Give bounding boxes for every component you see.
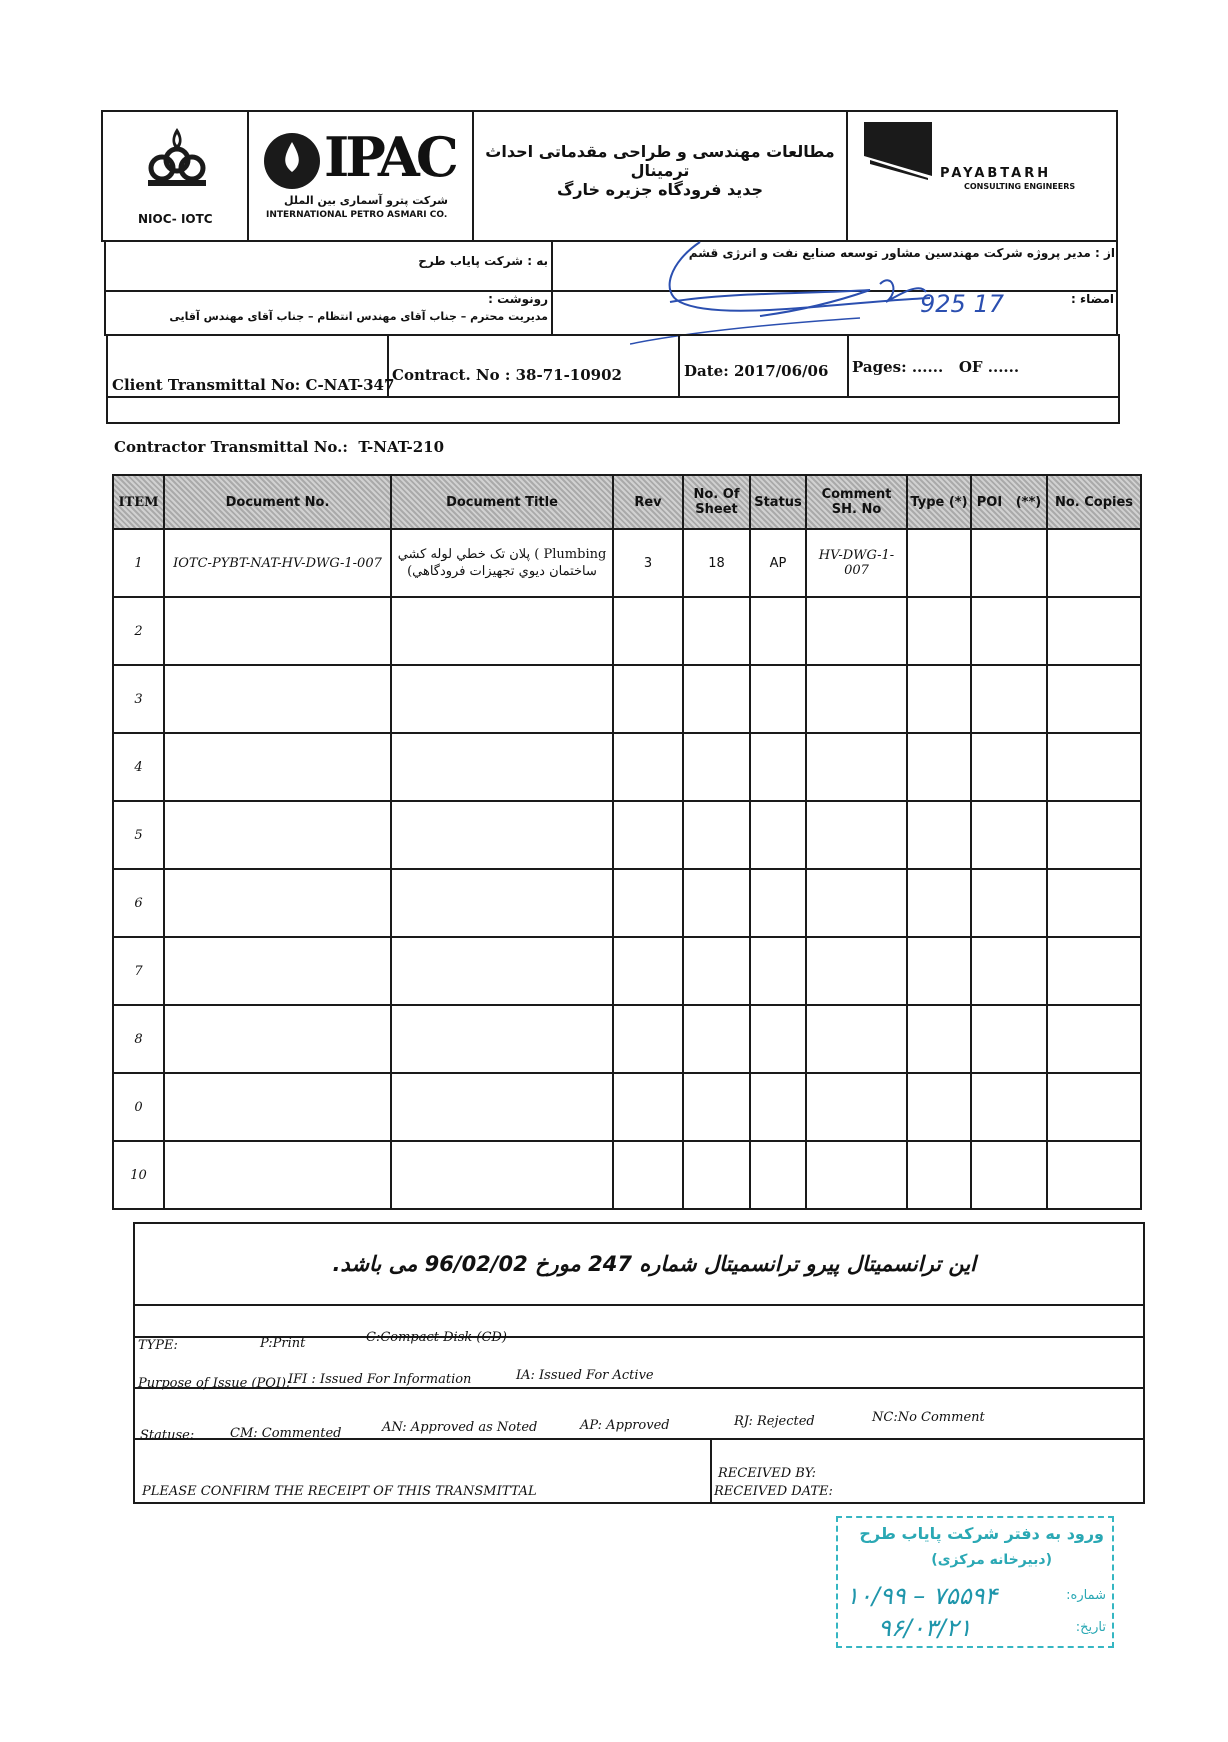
header-rev: Rev [613,475,683,529]
row-document-no-cell [164,869,391,937]
row-type-cell [907,1141,971,1209]
received-date: RECEIVED DATE: [714,1484,833,1499]
row-copies-cell [1047,665,1141,733]
contractor-transmittal: Contractor Transmittal No.: T-NAT-210 [114,438,445,456]
row-sheets-cell: 18 [683,529,750,597]
row-comment-cell: HV-DWG-1-007 [806,529,907,597]
row-item-cell: 7 [113,937,164,1005]
row-document-no-cell [164,801,391,869]
row-item-cell: 3 [113,665,164,733]
row-poi-cell [971,869,1047,937]
row-poi-cell [971,597,1047,665]
table-row [113,1073,1141,1141]
status-nc: NC:No Comment [872,1410,985,1425]
row-copies-cell [1047,869,1141,937]
row-poi-cell [971,665,1047,733]
row-poi-cell [971,801,1047,869]
row-comment-cell [806,869,907,937]
meta-col-2 [678,334,680,396]
table-row [113,597,1141,665]
ipac-wordmark: IPAC [324,125,455,189]
row-sheets-cell [683,1141,750,1209]
stamp-line-2: (دبیرخانه مرکزی) [931,1552,1052,1568]
row-status-cell [750,733,806,801]
payabtarh-logo [860,120,1110,220]
row-item-cell: 6 [113,869,164,937]
row-comment-cell [806,733,907,801]
signature-number: 925 17 [920,290,1004,318]
row-poi-cell [971,733,1047,801]
header-document-no: Document No. [164,475,391,529]
row-type-cell [907,1073,971,1141]
row-document-no-cell [164,665,391,733]
row-document-title-cell [391,597,613,665]
row-copies-cell [1047,937,1141,1005]
table-row [113,665,1141,733]
row-document-no-cell [164,1073,391,1141]
row-type-cell [907,733,971,801]
row-sheets-cell [683,1005,750,1073]
row-document-no-cell [164,733,391,801]
ipac-name-fa: شرکت پترو آسماری بین الملل [284,194,448,207]
legend-divider-1 [133,1304,1145,1306]
stamp-date-value: ۹۶/۰۳/۲۱ [878,1614,972,1642]
from-field: از : مدیر پروژه شرکت مهندسین مشاور توسعه صنایع نفت و انرژی قشم [688,246,1115,260]
row-document-title-cell [391,665,613,733]
header-comment-sh-no: Comment SH. No [806,475,907,529]
documents-table [112,474,1142,1210]
row-document-no-cell [164,1141,391,1209]
row-status-cell [750,1073,806,1141]
header-document-title: Document Title [391,475,613,529]
row-document-title-cell [391,801,613,869]
row-rev-cell [613,1005,683,1073]
row-status-cell [750,869,806,937]
row-document-title-cell [391,529,613,597]
table-row [113,869,1141,937]
status-rj: RJ: Rejected [734,1414,815,1429]
row-sheets-cell [683,801,750,869]
type-label: TYPE: [138,1338,178,1353]
stamp-number-value: ۱۰/۹۹ – ۷۵۵۹۴ [846,1582,998,1610]
row-comment-cell [806,597,907,665]
type-cd: C:Compact Disk (CD) [366,1330,507,1345]
status-an: AN: Approved as Noted [382,1420,538,1435]
row-title-line-2: ساختمان دیوي تجهیزات فرودگاهي) [407,564,597,579]
project-title-line-2: جدید فرودگاه جزیره خارگ [556,180,764,199]
row-status-cell: AP [750,529,806,597]
row-poi-cell [971,1005,1047,1073]
row-rev-cell [613,665,683,733]
table-row [113,937,1141,1005]
header-type: Type (*) [907,475,971,529]
purpose-ifi: IFI : Issued For Information [288,1372,472,1387]
row-document-no-cell [164,597,391,665]
row-item-cell: 5 [113,801,164,869]
row-type-cell [907,529,971,597]
to-field: به : شرکت پایاب طرح [418,254,548,268]
row-item-cell: 4 [113,733,164,801]
row-status-cell [750,597,806,665]
payabtarh-mark-icon [862,120,934,182]
row-poi-cell [971,937,1047,1005]
header-divider-2 [472,110,474,242]
table-header-row [113,475,1141,529]
confirm-receipt: PLEASE CONFIRM THE RECEIPT OF THIS TRANSMITTAL [142,1484,537,1499]
row-sheets-cell [683,1073,750,1141]
row-status-cell [750,665,806,733]
row-type-cell [907,937,971,1005]
row-document-no-cell: IOTC-PYBT-NAT-HV-DWG-1-007 [164,529,391,597]
purpose-label: Purpose of Issue (POI): [138,1376,291,1391]
stamp-date-label: تاریخ: [1075,1620,1106,1635]
row-copies-cell [1047,801,1141,869]
row-type-cell [907,1005,971,1073]
nioc-emblem-icon [132,124,222,194]
nioc-logo [132,124,222,224]
row-comment-cell [806,1005,907,1073]
row-copies-cell [1047,597,1141,665]
row-comment-cell [806,1073,907,1141]
row-type-cell [907,665,971,733]
table-row [113,801,1141,869]
row-rev-cell [613,801,683,869]
ipac-drop-icon [262,130,322,192]
row-comment-cell [806,1141,907,1209]
meta-col-3 [847,334,849,396]
row-copies-cell [1047,1005,1141,1073]
signature-label: امضاء : [1071,292,1114,306]
table-row [113,1141,1141,1209]
row-rev-cell [613,1141,683,1209]
cc-text: مدیریت محترم – جناب آقای مهندس انتظام – جناب آقای مهندس آقایی [169,310,548,323]
row-item-cell: 10 [113,1141,164,1209]
client-transmittal: Client Transmittal No: C-NAT-347 [112,376,395,394]
row-rev-cell: 3 [613,529,683,597]
row-item-cell: 8 [113,1005,164,1073]
row-sheets-cell [683,937,750,1005]
row-document-title-cell [391,733,613,801]
header-item: ITEM [113,475,164,529]
project-title-line-1: مطالعات مهندسی و طراحی مقدماتی احداث ترمینال [485,142,835,180]
row-type-cell [907,869,971,937]
type-print: P:Print [260,1336,306,1351]
row-rev-cell [613,733,683,801]
row-document-title-cell [391,1005,613,1073]
ipac-logo [262,126,468,226]
status-ap: AP: Approved [580,1418,670,1433]
header-divider-1 [247,110,249,242]
row-poi-cell [971,1073,1047,1141]
table-row [113,529,1141,597]
row-document-title-cell [391,1073,613,1141]
row-copies-cell [1047,1141,1141,1209]
row-status-cell [750,1141,806,1209]
row-rev-cell [613,597,683,665]
addressing-col-divider [551,240,553,336]
follow-up-note: این ترانسمیتال پیرو ترانسمیتال شماره 247 مورخ 96/02/02 می باشد. [332,1252,976,1276]
row-item-cell: 2 [113,597,164,665]
row-sheets-cell [683,597,750,665]
row-sheets-cell [683,733,750,801]
table-row [113,1005,1141,1073]
payabtarh-name: PAYABTARH [940,166,1052,181]
row-document-title-cell [391,1141,613,1209]
purpose-ia: IA: Issued For Active [516,1368,654,1383]
row-document-title-cell [391,869,613,937]
cc-label: رونوشت : [488,292,548,306]
row-type-cell [907,801,971,869]
row-document-title-cell [391,937,613,1005]
contract-number: Contract. No : 38-71-10902 [392,366,622,384]
row-poi-cell [971,1141,1047,1209]
transmittal-date: Date: 2017/06/06 [684,362,829,380]
legend-divider-received [710,1438,712,1504]
meta-row-divider [106,396,1120,398]
row-sheets-cell [683,869,750,937]
row-type-cell [907,597,971,665]
row-comment-cell [806,665,907,733]
row-poi-cell [971,529,1047,597]
row-document-no-cell [164,1005,391,1073]
header-status: Status [750,475,806,529]
ipac-name-en: INTERNATIONAL PETRO ASMARI CO. [266,210,448,220]
nioc-label: NIOC- IOTC [138,212,213,226]
row-document-no-cell [164,937,391,1005]
row-rev-cell [613,1073,683,1141]
header-poi: POI (**) [971,475,1047,529]
receipt-stamp [836,1516,1114,1648]
row-title-line-1: Plumbing ) پلان تک خطي لوله کشي [397,547,607,562]
row-item-cell: 0 [113,1073,164,1141]
row-comment-cell [806,801,907,869]
row-copies-cell [1047,529,1141,597]
row-rev-cell [613,869,683,937]
received-by: RECEIVED BY: [718,1466,816,1481]
row-status-cell [750,801,806,869]
payabtarh-subtitle: CONSULTING ENGINEERS [964,182,1076,191]
status-cm: CM: Commented [230,1426,342,1441]
row-rev-cell [613,937,683,1005]
row-item-cell: 1 [113,529,164,597]
status-label: Statuse: [140,1428,195,1443]
table-row [113,733,1141,801]
row-status-cell [750,937,806,1005]
row-sheets-cell [683,665,750,733]
pages-field: Pages: ...... OF ...... [852,358,1020,376]
row-copies-cell [1047,1073,1141,1141]
row-copies-cell [1047,733,1141,801]
row-comment-cell [806,937,907,1005]
header-no-of-sheet: No. Of Sheet [683,475,750,529]
stamp-line-1: ورود به دفتر شرکت پایاب طرح [859,1524,1104,1543]
header-divider-3 [846,110,848,242]
header-no-copies: No. Copies [1047,475,1141,529]
stamp-number-label: شماره: [1066,1588,1106,1603]
row-status-cell [750,1005,806,1073]
